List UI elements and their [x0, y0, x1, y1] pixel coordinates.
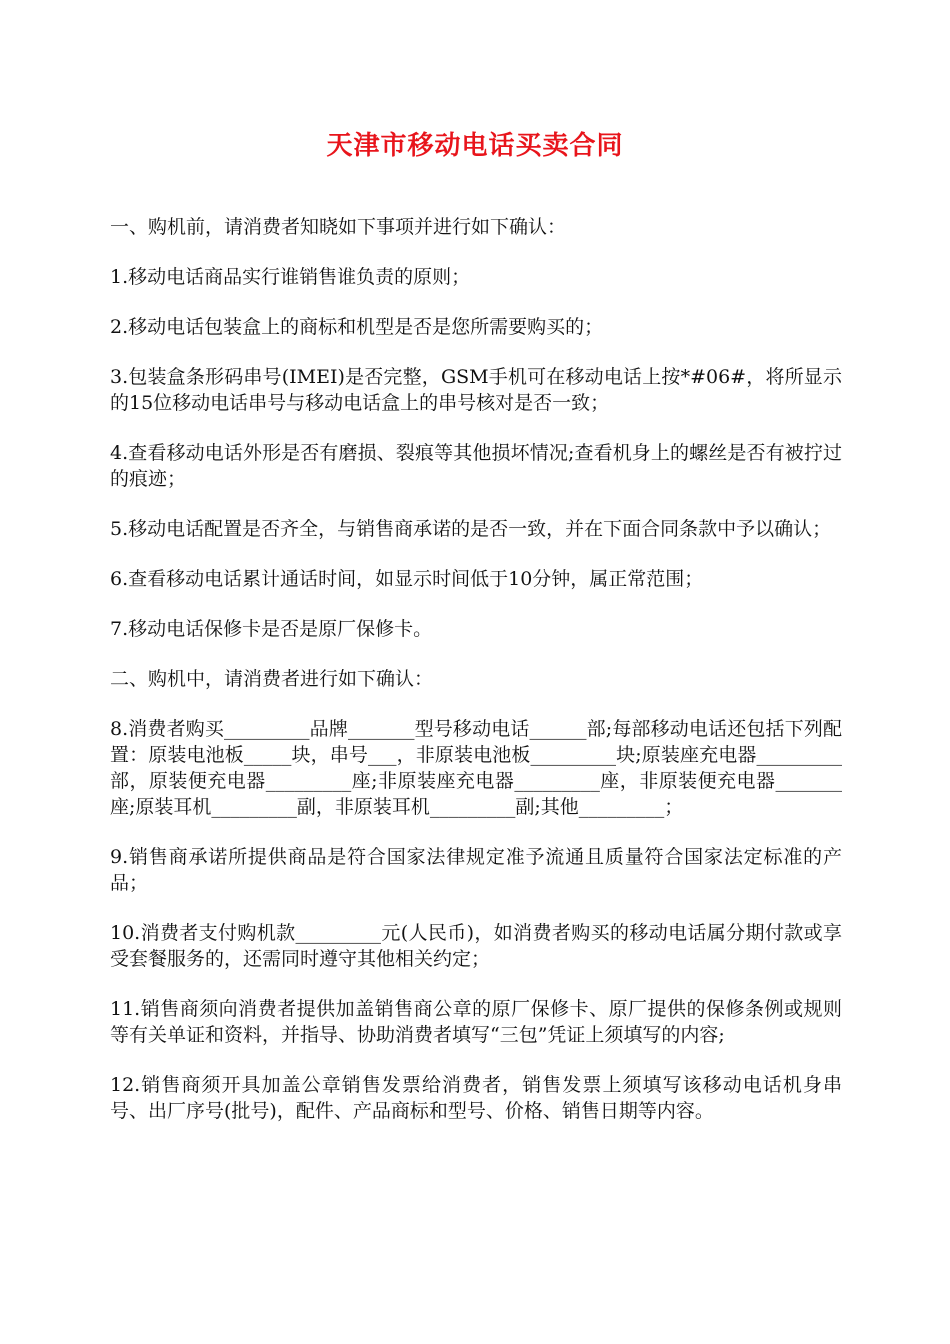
clause-2: 2.移动电话包装盒上的商标和机型是否是您所需要购买的；	[110, 316, 604, 338]
clause-4: 4.查看移动电话外形是否有磨损、裂痕等其他损坏情况;查看机身上的螺丝是否有被拧过的痕迹；	[110, 442, 842, 490]
document-body	[110, 214, 842, 1124]
clause-8: 8.消费者购买_________品牌_______型号移动电话______部;每部移动电话还包括下列配置：原装电池板_____块，串号___，非原装电池板_________块;原装座充电器_________部，原装便充电器_________座;非原装座充电器_________座，非原装便充电器_______座;原装耳机_________副，非原装耳机_________副;其他_________；	[110, 718, 842, 818]
section-heading-during-purchase: 二、购机中，请消费者进行如下确认：	[110, 668, 434, 690]
section-heading-before-purchase: 一、购机前，请消费者知晓如下事项并进行如下确认：	[110, 216, 567, 238]
clause-10: 10.消费者支付购机款_________元(人民币)，如消费者购买的移动电话属分期付款或享受套餐服务的，还需同时遵守其他相关约定；	[110, 922, 842, 970]
clause-12: 12.销售商须开具加盖公章销售发票给消费者，销售发票上须填写该移动电话机身串号、出厂序号(批号)，配件、产品商标和型号、价格、销售日期等内容。	[110, 1074, 842, 1122]
document-title: 天津市移动电话买卖合同	[326, 131, 624, 161]
clause-11: 11.销售商须向消费者提供加盖销售商公章的原厂保修卡、原厂提供的保修条例或规则等有关单证和资料，并指导、协助消费者填写“三包”凭证上须填写的内容;	[110, 998, 842, 1046]
clause-3: 3.包装盒条形码串号(IMEI)是否完整，GSM手机可在移动电话上按*#06#，将所显示的15位移动电话串号与移动电话盒上的串号核对是否一致；	[110, 366, 842, 414]
clause-5: 5.移动电话配置是否齐全，与销售商承诺的是否一致，并在下面合同条款中予以确认；	[110, 518, 832, 540]
clause-9: 9.销售商承诺所提供商品是符合国家法律规定准予流通且质量符合国家法定标准的产品；	[110, 846, 842, 894]
clause-6: 6.查看移动电话累计通话时间，如显示时间低于10分钟，属正常范围；	[110, 568, 704, 590]
clause-7: 7.移动电话保修卡是否是原厂保修卡。	[110, 618, 433, 640]
clause-1: 1.移动电话商品实行谁销售谁负责的原则；	[110, 266, 471, 288]
